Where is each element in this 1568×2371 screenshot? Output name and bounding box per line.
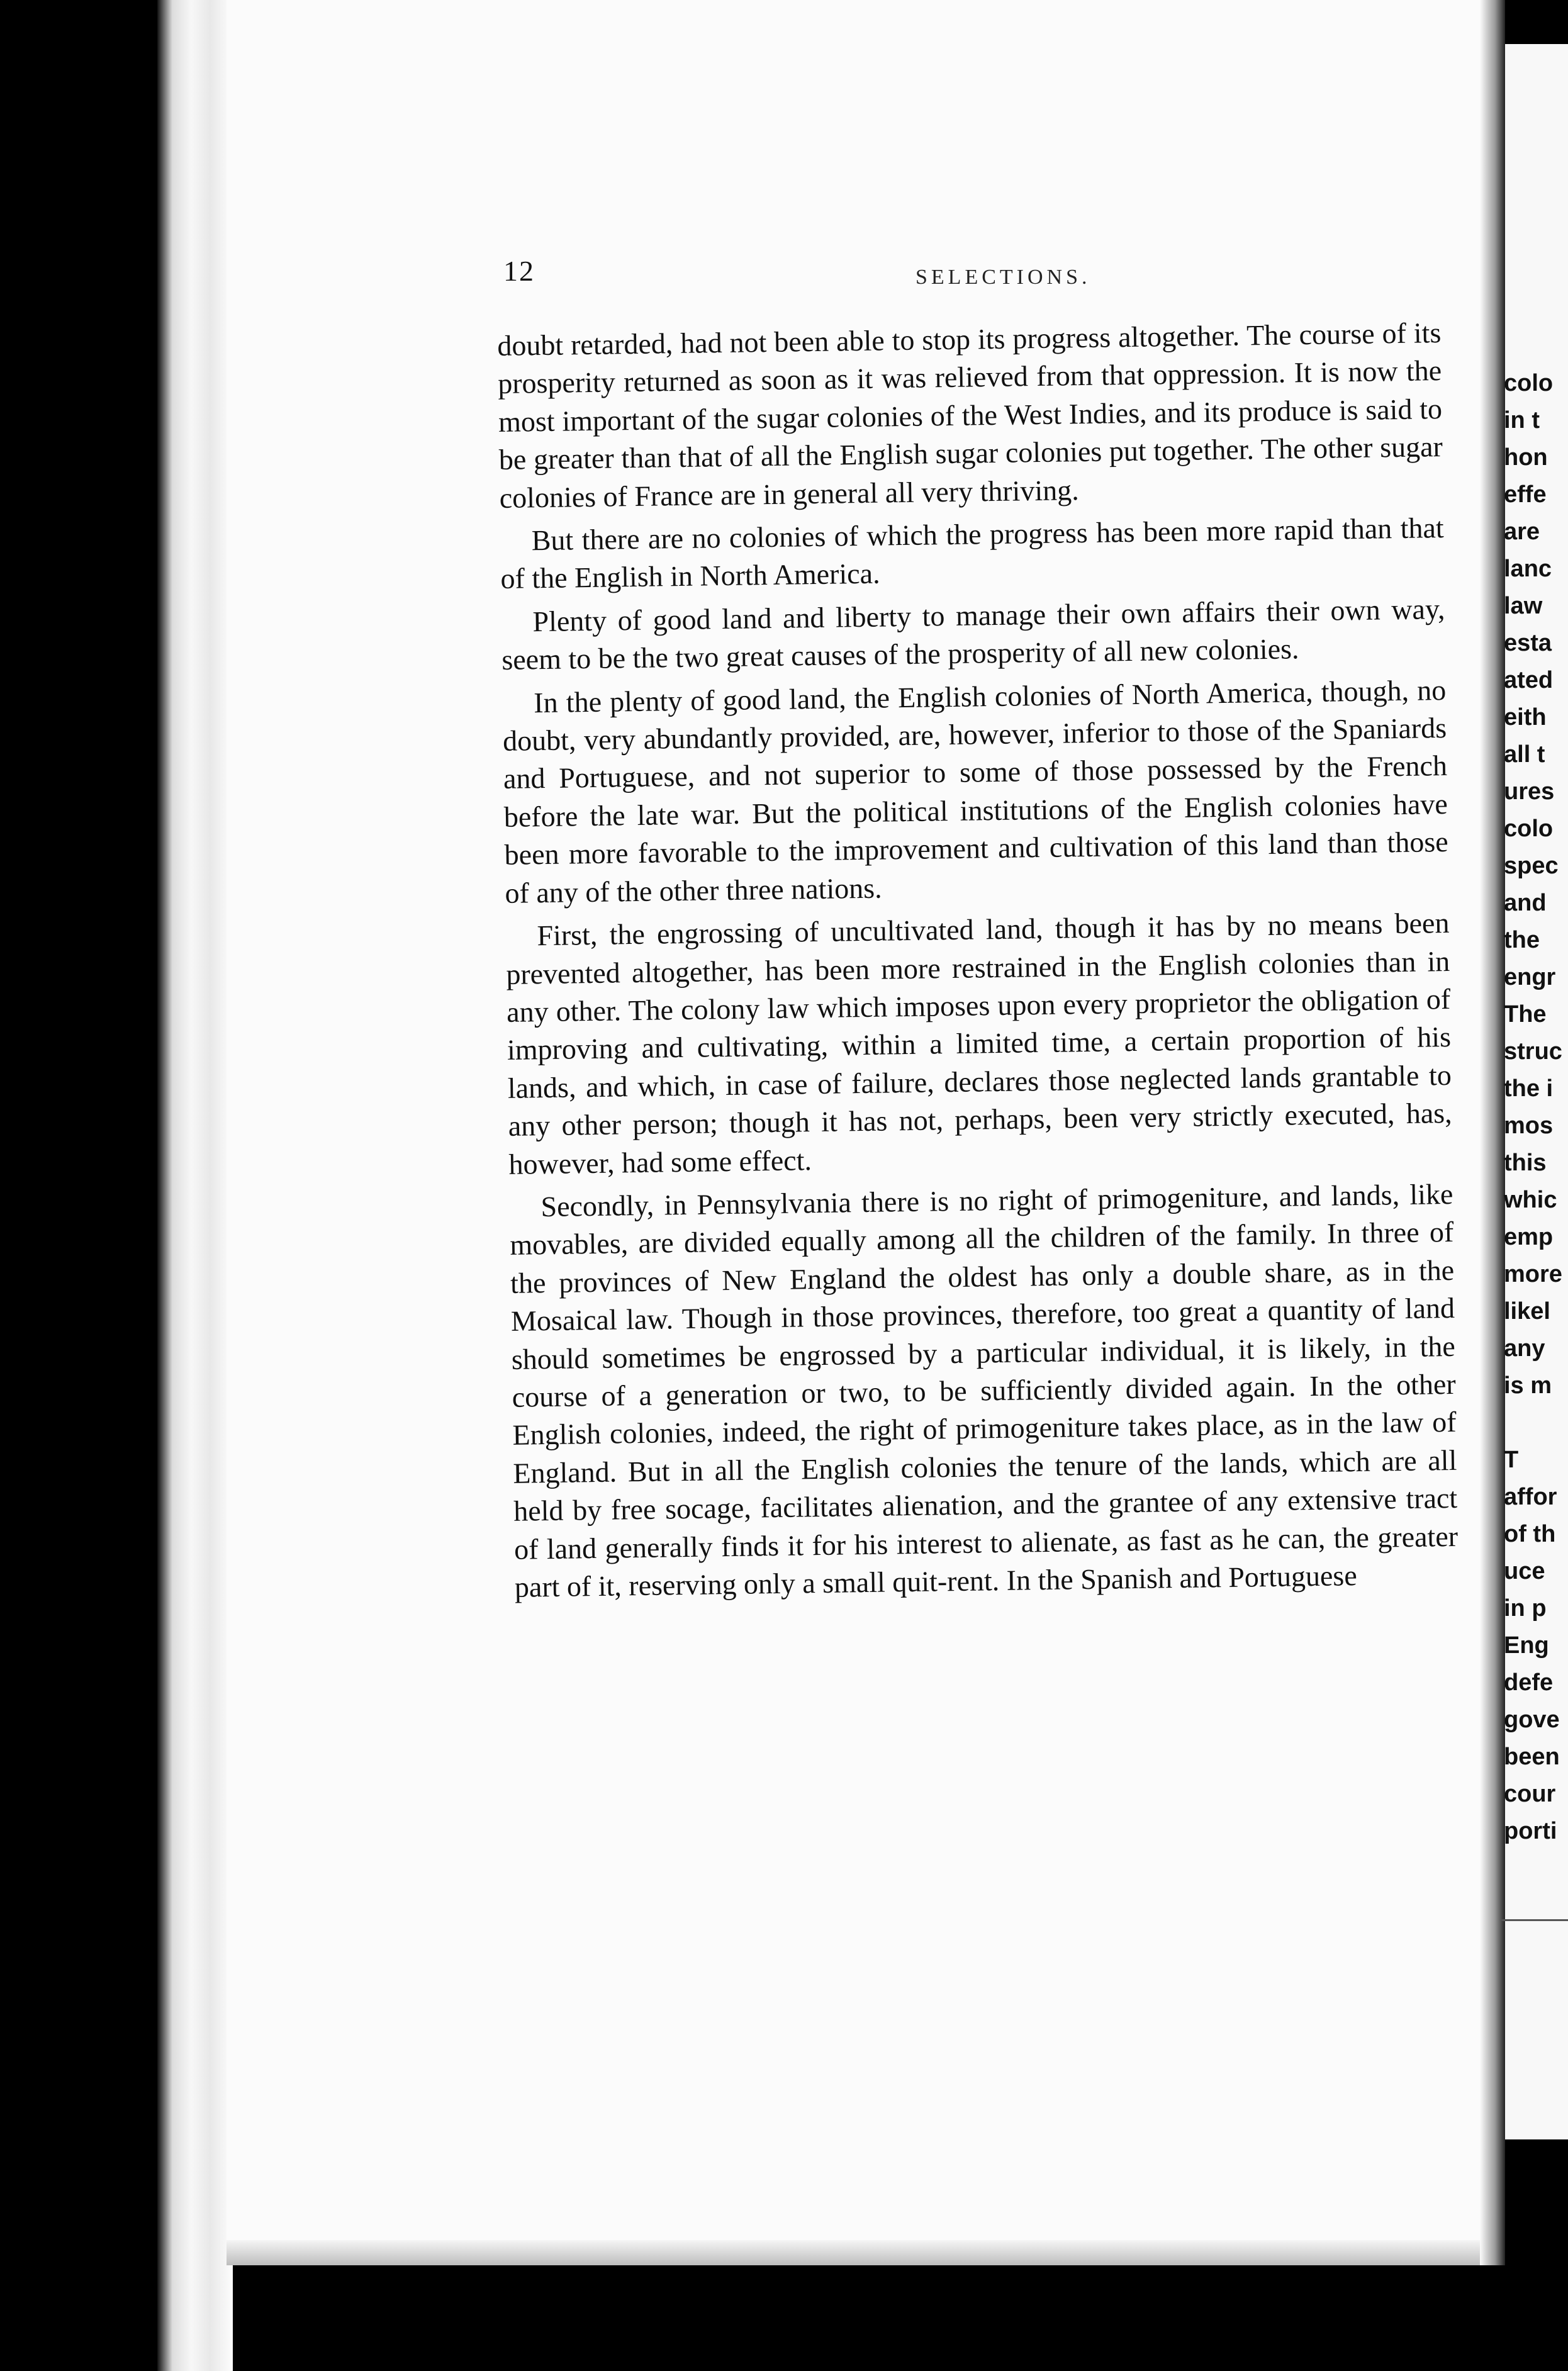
facing-page-line: all t [1504,741,1545,768]
facing-page-line: T [1504,1447,1519,1473]
facing-page-line: this [1504,1150,1547,1176]
facing-page-line: ated [1504,667,1554,693]
facing-page-text [1504,365,1568,1850]
running-head: SELECTIONS. [916,266,1091,289]
facing-page-line: struc [1504,1038,1562,1065]
facing-page-line: spec [1504,853,1559,879]
body-text [497,314,1459,1611]
facing-page-footnote-rule [1501,1919,1568,1921]
paragraph: In the plenty of good land, the English colonies of North America, though, no doubt, very abundantly provided, are, however, inferior to those of the Spaniards and Portuguese, and not superior to some of those possessed by the French before the late war. But the political institutions of the English colonies have been more favorable to the improvement and cultivation of this land than those of any of the other three nations. [502,673,1448,909]
facing-page-line: Eng [1504,1632,1549,1659]
facing-page-line: lanc [1504,556,1552,582]
page-bottom-shadow [227,2240,1495,2265]
page-number: 12 [503,255,535,287]
facing-page-line: eith [1504,704,1547,731]
facing-page-line: law [1504,593,1543,619]
facing-page-line: affor [1504,1484,1557,1510]
facing-page-line: in t [1504,407,1540,434]
facing-page-line: porti [1504,1818,1557,1844]
facing-page-line: engr [1504,964,1556,990]
facing-page-line: The [1504,1001,1547,1028]
facing-page-line: the i [1504,1075,1554,1102]
facing-page-line: the [1504,927,1540,953]
book-page-edges [157,0,233,2371]
facing-page-line: uce [1504,1558,1545,1584]
book-gutter [1480,0,1505,2265]
page-header [503,254,1321,298]
facing-page-line [1504,1404,1568,1442]
facing-page-line: hon [1504,444,1548,471]
facing-page-line: esta [1504,630,1552,656]
facing-page-line: likel [1504,1298,1550,1325]
paragraph: doubt retarded, had not been able to stop its progress altogether. The course of its prosperity returned as soon as it was relieved from that oppression. It is now the most important of the sugar colonies of the West Indies, and its produce is said to be greater than that of all the English sugar colonies put together. The other sugar colonies of France are in general all very thriving. [497,317,1443,514]
facing-page-line: mos [1504,1113,1554,1139]
facing-page-line: been [1504,1744,1560,1770]
facing-page-line: more [1504,1261,1562,1287]
facing-page-line: colo [1504,816,1554,842]
facing-page-line: and [1504,890,1547,916]
paragraph: First, the engrossing of uncultivated land, though it has by no means been prevented altogether, has been more restrained in the English colonies than in any other. The colony law which imposes upon every proprietor the obligation of improving and cultivating, within a limited time, a certain proportion of his lands, and which, in case of failure, declares those neglected lands grantable to any other person; though it has not, perhaps, been very strictly executed, has, however, had some effect. [505,907,1452,1180]
facing-page-line: is m [1504,1372,1552,1399]
facing-page-line: whic [1504,1187,1557,1213]
facing-page-line: of th [1504,1521,1556,1547]
paragraph: But there are no colonies of which the progress has been more rapid than that of the English in North America. [500,512,1444,595]
paragraph: Secondly, in Pennsylvania there is no right of primogeniture, and lands, like movables, are divided equally among all the children of the family. In three of the provinces of New England the oldest has only a double share, as in the Mosaical law. Though in those provinces, therefore, too great a quantity of land should sometimes be engrossed by a particular individual, it is likely, in the course of a generation or two, to be sufficiently divided again. In the other English colonies, indeed, the right of primogeniture takes place, as in the law of England. But in all the English colonies the tenure of the lands, which are all held by free socage, facilitates alienation, and the grantee of any extensive tract of land generally finds it for his interest to alienate, as fast as he can, the greater part of it, reserving only a small quit-rent. In the Spanish and Portuguese [510,1177,1459,1603]
facing-page-line: ures [1504,778,1555,805]
facing-page-line: gove [1504,1707,1560,1733]
facing-page-line: are [1504,518,1540,545]
facing-page-line: cour [1504,1781,1556,1807]
facing-page-line: effe [1504,481,1547,508]
facing-page-line: emp [1504,1224,1554,1250]
facing-page-line: any [1504,1335,1545,1362]
facing-page-line: in p [1504,1595,1547,1622]
facing-page-line: colo [1504,370,1554,396]
facing-page-line: defe [1504,1669,1554,1696]
paragraph: Plenty of good land and liberty to manage their own affairs their own way, seem to be the two great causes of the prosperity of all new colonies. [501,592,1445,676]
